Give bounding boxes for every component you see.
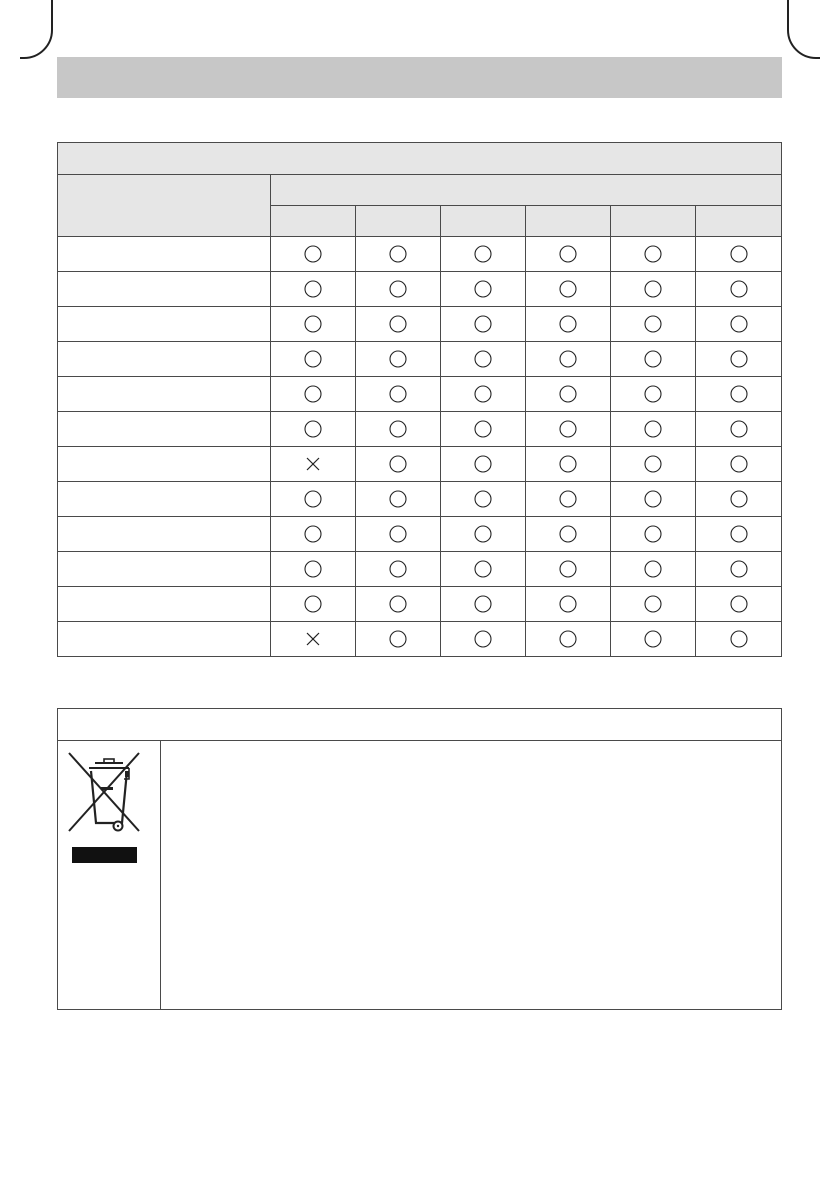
circle-mark-icon — [304, 525, 322, 543]
circle-mark-icon — [730, 350, 748, 368]
substance-header-2 — [356, 206, 441, 237]
circle-mark-icon — [474, 350, 492, 368]
substance-mark-cell — [356, 237, 441, 272]
part-name-cell — [58, 237, 271, 272]
substance-mark-cell — [611, 272, 696, 307]
substance-mark-cell — [271, 377, 356, 412]
circle-mark-icon — [644, 490, 662, 508]
circle-mark-icon — [559, 420, 577, 438]
substance-mark-cell — [526, 447, 611, 482]
circle-mark-icon — [304, 245, 322, 263]
substance-mark-cell — [441, 517, 526, 552]
weee-icon-cell — [58, 741, 161, 1010]
substance-mark-cell — [696, 622, 782, 657]
substance-mark-cell — [611, 587, 696, 622]
substance-mark-cell — [356, 622, 441, 657]
circle-mark-icon — [304, 560, 322, 578]
substance-mark-cell — [611, 237, 696, 272]
circle-mark-icon — [730, 280, 748, 298]
circle-mark-icon — [559, 385, 577, 403]
circle-mark-icon — [389, 245, 407, 263]
part-name-cell — [58, 272, 271, 307]
substance-mark-cell — [526, 307, 611, 342]
substance-mark-cell — [441, 377, 526, 412]
substance-mark-cell — [356, 552, 441, 587]
circle-mark-icon — [644, 525, 662, 543]
circle-mark-icon — [304, 315, 322, 333]
circle-mark-icon — [559, 455, 577, 473]
table-row — [58, 517, 782, 552]
substance-mark-cell — [356, 272, 441, 307]
substance-mark-cell — [526, 622, 611, 657]
table-title-row — [58, 143, 782, 175]
circle-mark-icon — [474, 525, 492, 543]
circle-mark-icon — [559, 560, 577, 578]
cross-mark-icon — [304, 455, 322, 473]
substance-header-3 — [441, 206, 526, 237]
circle-mark-icon — [559, 525, 577, 543]
circle-mark-icon — [644, 315, 662, 333]
circle-mark-icon — [559, 595, 577, 613]
section-header-bar — [57, 57, 782, 98]
substances-group-header — [271, 175, 782, 206]
part-name-cell — [58, 517, 271, 552]
part-name-cell — [58, 447, 271, 482]
table-row — [58, 482, 782, 517]
substance-mark-cell — [441, 342, 526, 377]
substance-mark-cell — [271, 517, 356, 552]
table-row — [58, 412, 782, 447]
substance-mark-cell — [696, 482, 782, 517]
substance-mark-cell — [271, 342, 356, 377]
substance-mark-cell — [271, 412, 356, 447]
crossed-out-wheeled-bin-icon — [67, 751, 147, 876]
substance-mark-cell — [526, 587, 611, 622]
substance-mark-cell — [611, 377, 696, 412]
part-name-cell — [58, 622, 271, 657]
substance-mark-cell — [611, 447, 696, 482]
circle-mark-icon — [730, 525, 748, 543]
circle-mark-icon — [474, 420, 492, 438]
weee-text — [161, 741, 781, 1010]
circle-mark-icon — [389, 630, 407, 648]
substance-mark-cell — [441, 482, 526, 517]
substance-mark-cell — [611, 482, 696, 517]
circle-mark-icon — [559, 280, 577, 298]
substance-header-5 — [611, 206, 696, 237]
circle-mark-icon — [730, 245, 748, 263]
part-name-cell — [58, 552, 271, 587]
substance-mark-cell — [441, 447, 526, 482]
circle-mark-icon — [644, 280, 662, 298]
table-row — [58, 237, 782, 272]
part-name-cell — [58, 482, 271, 517]
circle-mark-icon — [730, 455, 748, 473]
circle-mark-icon — [389, 385, 407, 403]
substance-mark-cell — [271, 237, 356, 272]
table-title — [58, 143, 782, 175]
substance-mark-cell — [696, 447, 782, 482]
substance-mark-cell — [271, 272, 356, 307]
cross-mark-icon — [304, 630, 322, 648]
hazardous-substances-table — [57, 142, 782, 657]
circle-mark-icon — [389, 315, 407, 333]
table-row — [58, 307, 782, 342]
circle-mark-icon — [304, 595, 322, 613]
circle-mark-icon — [389, 525, 407, 543]
circle-mark-icon — [559, 315, 577, 333]
circle-mark-icon — [389, 455, 407, 473]
circle-mark-icon — [644, 420, 662, 438]
substance-mark-cell — [441, 237, 526, 272]
substance-mark-cell — [696, 272, 782, 307]
table-row — [58, 622, 782, 657]
table-row — [58, 377, 782, 412]
circle-mark-icon — [304, 350, 322, 368]
circle-mark-icon — [644, 350, 662, 368]
circle-mark-icon — [304, 385, 322, 403]
substance-mark-cell — [271, 447, 356, 482]
table-group-header-row — [58, 175, 782, 206]
substance-mark-cell — [356, 412, 441, 447]
substance-mark-cell — [696, 342, 782, 377]
weee-section — [57, 708, 782, 1010]
circle-mark-icon — [644, 385, 662, 403]
circle-mark-icon — [559, 245, 577, 263]
circle-mark-icon — [730, 420, 748, 438]
substance-mark-cell — [441, 307, 526, 342]
circle-mark-icon — [644, 245, 662, 263]
weee-body — [58, 741, 781, 1010]
weee-heading — [58, 709, 781, 741]
substance-mark-cell — [526, 377, 611, 412]
substance-mark-cell — [526, 237, 611, 272]
substance-mark-cell — [441, 587, 526, 622]
substance-header-6 — [696, 206, 782, 237]
substance-mark-cell — [696, 377, 782, 412]
substance-mark-cell — [611, 342, 696, 377]
substance-mark-cell — [696, 307, 782, 342]
substance-mark-cell — [356, 587, 441, 622]
circle-mark-icon — [474, 490, 492, 508]
circle-mark-icon — [730, 595, 748, 613]
circle-mark-icon — [474, 245, 492, 263]
substance-mark-cell — [356, 377, 441, 412]
table-row — [58, 447, 782, 482]
substance-mark-cell — [526, 412, 611, 447]
circle-mark-icon — [644, 595, 662, 613]
part-name-header — [58, 175, 271, 237]
circle-mark-icon — [389, 420, 407, 438]
substance-header-1 — [271, 206, 356, 237]
table-row — [58, 552, 782, 587]
substance-mark-cell — [696, 587, 782, 622]
substance-mark-cell — [356, 517, 441, 552]
substance-mark-cell — [271, 482, 356, 517]
circle-mark-icon — [474, 280, 492, 298]
substance-mark-cell — [526, 272, 611, 307]
substance-mark-cell — [441, 622, 526, 657]
circle-mark-icon — [730, 385, 748, 403]
part-name-cell — [58, 377, 271, 412]
substance-mark-cell — [611, 307, 696, 342]
substance-mark-cell — [356, 342, 441, 377]
circle-mark-icon — [474, 560, 492, 578]
circle-mark-icon — [304, 490, 322, 508]
substance-mark-cell — [441, 552, 526, 587]
substance-mark-cell — [611, 622, 696, 657]
substance-mark-cell — [526, 517, 611, 552]
substance-mark-cell — [526, 552, 611, 587]
substance-mark-cell — [356, 307, 441, 342]
part-name-cell — [58, 587, 271, 622]
substance-mark-cell — [611, 412, 696, 447]
circle-mark-icon — [389, 280, 407, 298]
circle-mark-icon — [730, 315, 748, 333]
crop-mark-right-icon — [786, 0, 820, 64]
circle-mark-icon — [389, 490, 407, 508]
substance-mark-cell — [356, 447, 441, 482]
substance-mark-cell — [526, 482, 611, 517]
substance-mark-cell — [611, 552, 696, 587]
circle-mark-icon — [304, 280, 322, 298]
substance-mark-cell — [526, 342, 611, 377]
part-name-cell — [58, 412, 271, 447]
table-row — [58, 272, 782, 307]
table-row — [58, 587, 782, 622]
substance-mark-cell — [441, 412, 526, 447]
circle-mark-icon — [474, 595, 492, 613]
circle-mark-icon — [389, 350, 407, 368]
circle-mark-icon — [730, 560, 748, 578]
circle-mark-icon — [730, 630, 748, 648]
part-name-cell — [58, 342, 271, 377]
substance-mark-cell — [441, 272, 526, 307]
circle-mark-icon — [389, 595, 407, 613]
circle-mark-icon — [389, 560, 407, 578]
circle-mark-icon — [559, 630, 577, 648]
circle-mark-icon — [644, 560, 662, 578]
circle-mark-icon — [474, 385, 492, 403]
substance-mark-cell — [271, 587, 356, 622]
substance-mark-cell — [356, 482, 441, 517]
part-name-cell — [58, 307, 271, 342]
substance-mark-cell — [611, 517, 696, 552]
circle-mark-icon — [474, 455, 492, 473]
substance-mark-cell — [696, 237, 782, 272]
circle-mark-icon — [474, 630, 492, 648]
circle-mark-icon — [559, 350, 577, 368]
substance-mark-cell — [271, 307, 356, 342]
circle-mark-icon — [644, 455, 662, 473]
substance-mark-cell — [271, 622, 356, 657]
circle-mark-icon — [730, 490, 748, 508]
crop-mark-left-icon — [20, 0, 54, 64]
substance-header-4 — [526, 206, 611, 237]
substance-mark-cell — [271, 552, 356, 587]
substance-mark-cell — [696, 517, 782, 552]
circle-mark-icon — [304, 420, 322, 438]
substance-mark-cell — [696, 412, 782, 447]
substance-mark-cell — [696, 552, 782, 587]
circle-mark-icon — [559, 490, 577, 508]
circle-mark-icon — [644, 630, 662, 648]
circle-mark-icon — [474, 315, 492, 333]
table-row — [58, 342, 782, 377]
